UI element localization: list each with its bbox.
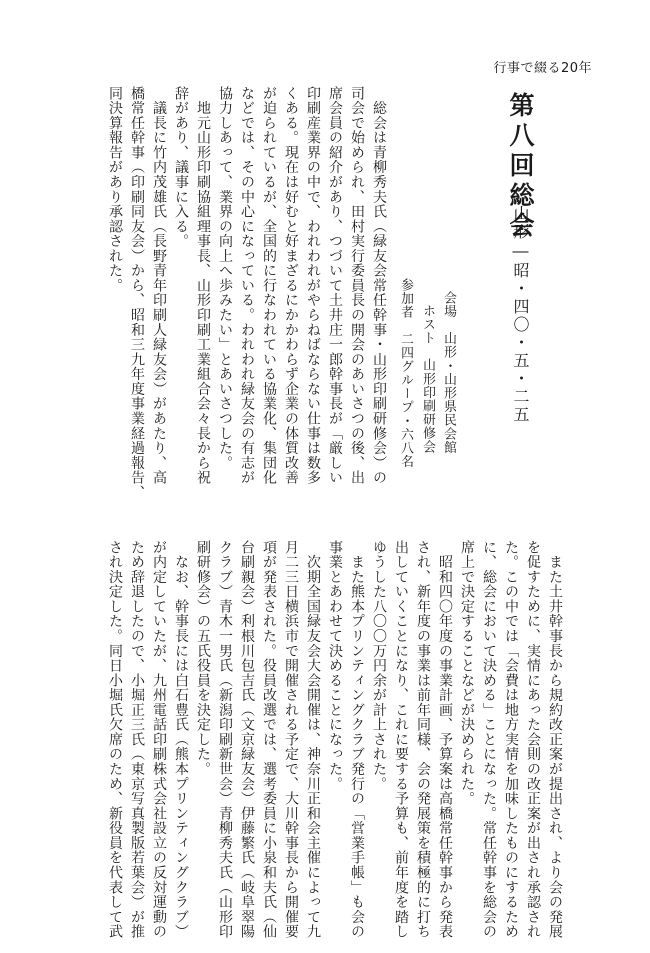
upper-line: 席会員の紹介があり、つづいて土井庄一郎幹事長が「厳しい xyxy=(327,86,343,486)
article-subheading: 山形―昭・四〇・五・二五 xyxy=(511,205,530,424)
upper-line: 辞があり、議事に入る。 xyxy=(173,86,189,249)
lower-line: ため辞退したので、小堀正三氏（東京写真製版若葉会）が推 xyxy=(129,540,145,940)
running-header: 行事で綴る20年 xyxy=(493,61,592,76)
lower-line: クラブ）青木一男氏（新潟印刷新世会）青柳秀夫氏（山形印 xyxy=(217,540,233,940)
lower-line: 台刷親会）利根川包吉氏（文京緑友会）伊藤繁氏（岐阜翠陽 xyxy=(239,540,255,940)
lower-line: され決定した。同日小堀氏欠席のため、新役員を代表して武 xyxy=(107,540,123,940)
lower-line: を促すために、実情にあった会則の改正案が出され承認され xyxy=(525,540,541,940)
lower-line: 席上で決定することなどが決められた。 xyxy=(459,540,475,807)
lower-line: が内定していたが、九州電話印刷株式会社設立の反対運動の xyxy=(151,540,167,940)
lower-line: 刷研修会）の五氏役員を決定した。 xyxy=(195,540,211,777)
upper-line: 印刷産業界の中で、われわれがやらねばならない仕事は数多 xyxy=(305,86,321,486)
upper-line: 総会は青柳秀夫氏（緑友会常任幹事・山形印刷研修会）の xyxy=(371,86,387,486)
upper-line: などでは、その中心になっている。われわれ緑友会の有志が xyxy=(239,86,255,486)
lower-line: 月二三日横浜市で開催される予定で、大川幹事長から開催要 xyxy=(283,540,299,940)
lower-line: また熊本プリンティングクラブ発行の「営業手帳」も会の xyxy=(349,540,365,940)
article-heading: 第八回総会 xyxy=(506,92,535,242)
lower-line: 事業とあわせて決めることになった。 xyxy=(327,540,343,792)
lower-line: また土井幹事長から規約改正案が提出され、より会の発展 xyxy=(547,540,563,940)
upper-line: 議長に竹内茂雄氏（長野青年印刷人緑友会）があたり、高 xyxy=(151,86,167,486)
lower-line: た。この中では「会費は地方実情を加味したものにするため xyxy=(503,540,519,940)
upper-line: くある。現在は好むと好まざるにかかわらず企業の体質改善 xyxy=(283,86,299,486)
upper-line: 司会で始められ、田村実行委員長の開会のあいさつの後、出 xyxy=(349,86,365,486)
lower-line: され、新年度の事業は前年同様、会の発展策を積極的に打ち xyxy=(415,540,431,940)
upper-line: 協力しあって、業界の向上へ歩みたい」とあいさつした。 xyxy=(217,86,233,471)
meta-host: ホスト 山形印刷研修会 xyxy=(420,304,435,454)
upper-line: 地元山形印刷協組理事長、山形印刷工業組合会々長から祝 xyxy=(195,86,211,486)
meta-attendees: 参加者 二四グループ・六八名 xyxy=(398,278,413,469)
meta-venue: 会場 山形・山形県民会館 xyxy=(441,291,456,455)
lower-line: ゆうした八〇〇万円余が計上された。 xyxy=(371,540,387,792)
lower-line: なお、幹事長には白石豊氏（熊本プリンティングクラブ） xyxy=(173,540,189,940)
lower-line: 出していくことになり、これに要する予算も、前年度を踏し xyxy=(393,540,409,940)
upper-line: が迫られているが、全国的に行なわれている協業化、集団化 xyxy=(261,86,277,486)
lower-line: 昭和四〇年度の事業計画、予算案は高橋常任幹事から発表 xyxy=(437,540,453,940)
lower-line: 項が発表された。役員改選では、選考委員に小泉和夫氏（仙 xyxy=(261,540,277,940)
lower-line: 次期全国緑友会大会開催は、神奈川正和会主催によって九 xyxy=(305,540,321,940)
upper-line: 同決算報告があり承認された。 xyxy=(107,86,123,293)
lower-line: に、総会において決める」ことになった。常任幹事を総会の xyxy=(481,540,497,940)
upper-line: 橋常任幹事（印刷同友会）から、昭和三九年度事業経過報告、 xyxy=(129,86,145,500)
